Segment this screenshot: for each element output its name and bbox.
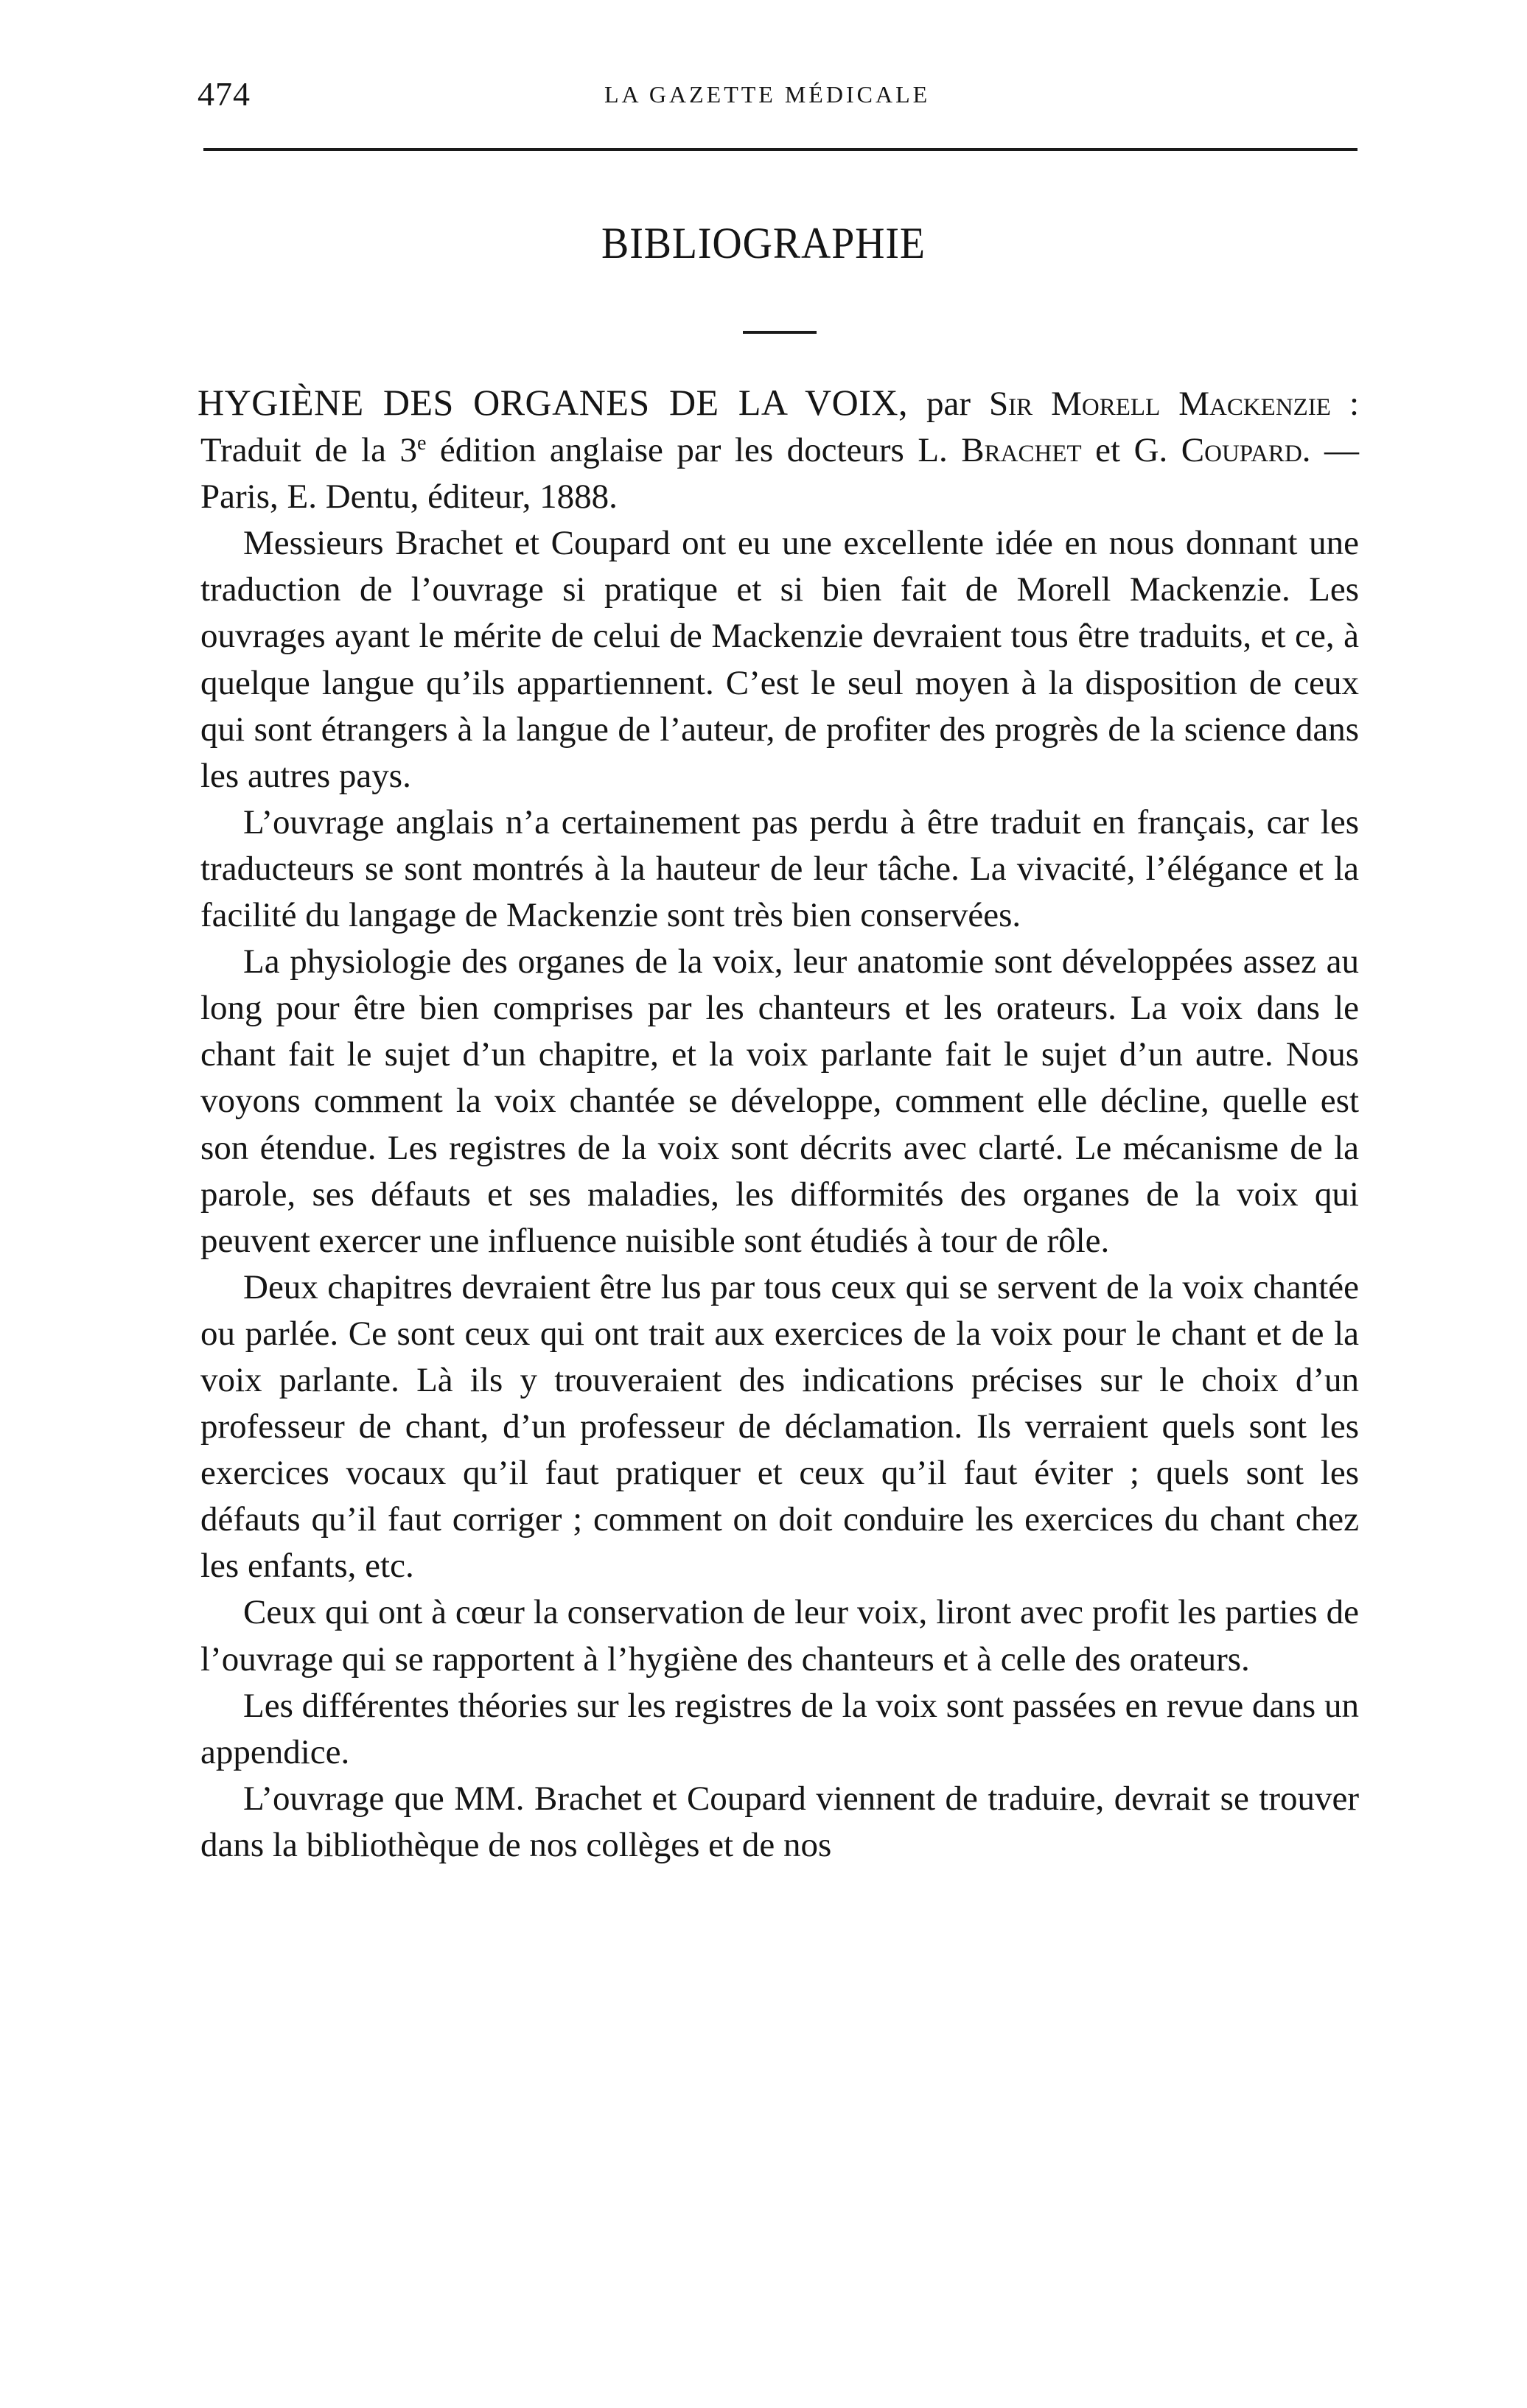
translator-two: G. Coupard. [1133,431,1311,470]
publication-info: — Paris, E. Dentu, éditeur, 1888. [200,431,1360,517]
running-head: LA GAZETTE MÉDICALE [604,81,931,108]
translators-join: et [1095,431,1121,470]
paragraph: L’ouvrage anglais n’a certainement pas perdu à être traduit en français, car les traducteurs se sont montrés à la hauteur de leur tâche. La vivacité, l’élégance et la facilité du langage de Mackenzie sont très bien conservées. [200,802,1359,935]
book-author: Sir Morell Mackenzie [989,385,1331,423]
title-rule [743,331,817,334]
paragraph: Ceux qui ont à cœur la conservation de leur voix, liront avec profit les parties de l’ouvrage qui se rapportent à l’hygiène des chanteurs et à celle des orateurs. [200,1593,1359,1679]
paragraph: Les différentes théories sur les registres de la voix sont passées en revue dans un appendice. [200,1686,1359,1771]
header-rule [203,148,1357,151]
paragraph: Messieurs Brachet et Coupard ont eu une excellente idée en nous donnant une traduction de l’ouvrage si pratique et si bien fait de Morell Mackenzie. Les ouvrages ayant le mérite de celui de Mackenzie devraient tous être traduits, et ce, à quelque langue qu’ils appartiennent. C’est le seul moyen à la disposition de ceux qui sont étrangers à la langue de l’auteur, de profiter des progrès de la science dans les autres pays. [200,524,1359,795]
by-word: par [926,385,971,423]
edition-superscript: e [416,432,427,455]
section-title: BIBLIOGRAPHIE [601,219,926,267]
page-number: 474 [198,75,251,113]
translation-note-a: : Traduit de la 3 [200,385,1360,470]
book-title: HYGIÈNE DES ORGANES DE LA VOIX, [198,382,909,423]
translation-note-b: édition anglaise par les docteurs [439,431,904,470]
paragraph: Deux chapitres devraient être lus par tous ceux qui se servent de la voix chantée ou parlée. Ce sont ceux qui ont trait aux exercices de la voix pour le chant et de la voix parlante. Là ils y trouveraient des indications précises sur le choix d’un professeur de chant, d’un professeur de déclamation. Ils verraient quels sont les exercices vocaux qu’il faut pratiquer et ceux qu’il faut éviter ; quels sont les défauts qu’il faut corriger ; comment on doit conduire les exercices du chant chez les enfants, etc. [200,1267,1359,1586]
article-body [200,379,1359,1869]
paragraph: La physiologie des organes de la voix, leur anatomie sont développées assez au long pour être bien comprises par les chanteurs et les orateurs. La voix dans le chant fait le sujet d’un chapitre, et la voix parlante fait le sujet d’un autre. Nous voyons comment la voix chantée se développe, comment elle décline, quelle est son étendue. Les registres de la voix sont décrits avec clarté. Le mécanisme de la parole, ses défauts et ses maladies, les difformités des organes de la voix qui peuvent exercer une influence nuisible sont étudiés à tour de rôle. [200,942,1359,1260]
translator-one: L. Brachet [918,431,1082,470]
bibliographic-reference [200,379,1359,520]
paragraph: L’ouvrage que MM. Brachet et Coupard viennent de traduire, devrait se trouver dans la bibliothèque de nos collèges et de nos [200,1779,1359,1864]
